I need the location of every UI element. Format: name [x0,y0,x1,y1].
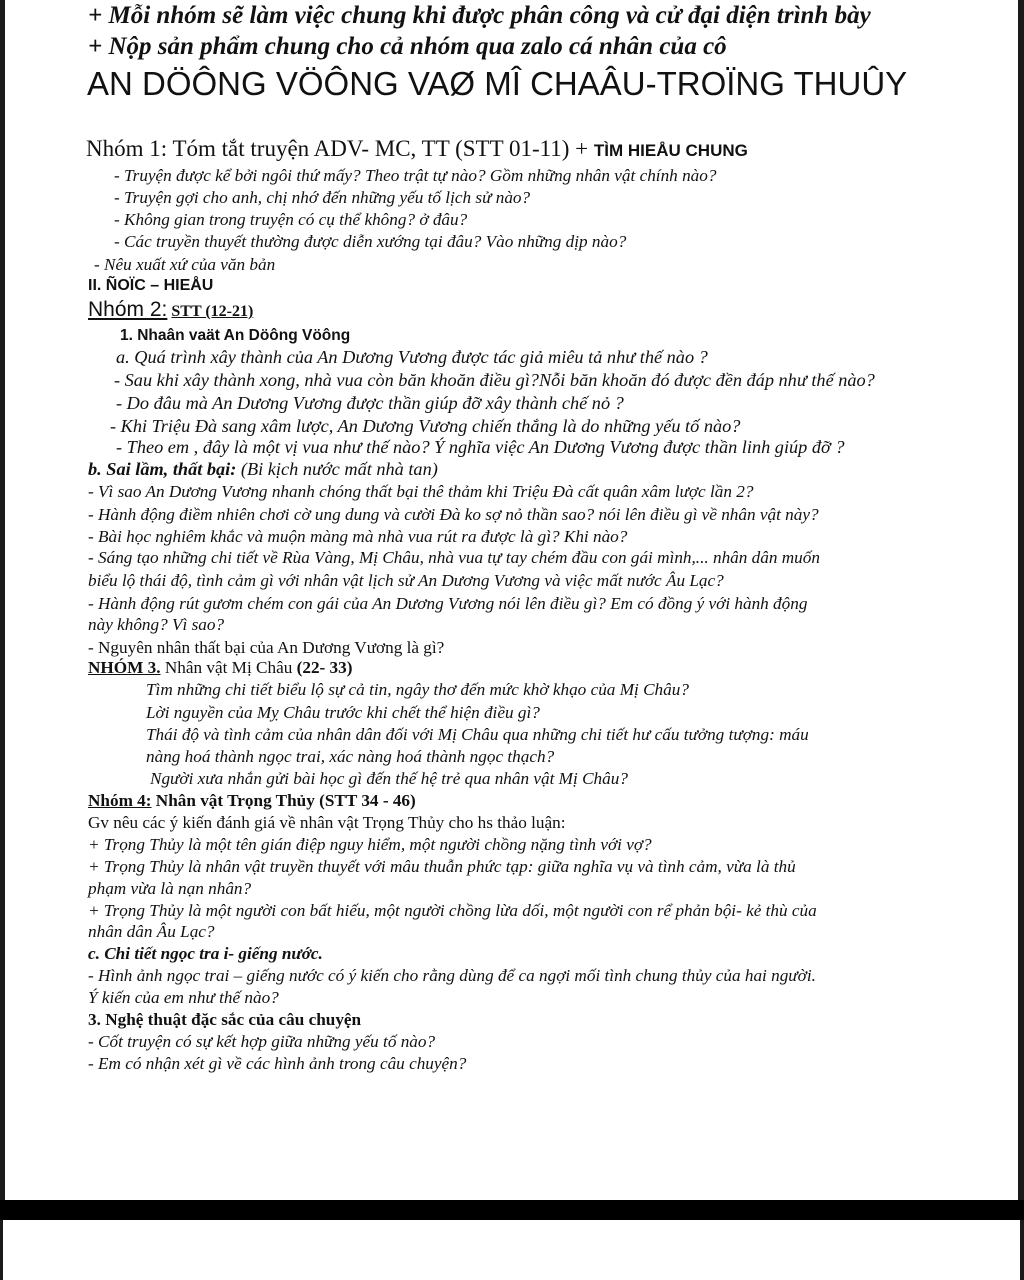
group3-question: Lời nguyền của Mỵ Châu trước khi chết thể hiện điều gì? [146,703,540,722]
group4-opinion: nhân dân Âu Lạc? [88,922,215,941]
group2-question-b: - Sáng tạo những chi tiết về Rùa Vàng, Mị Châu, nhà vua tự tay chém đầu con gái mình,... nhân dân muốn [88,548,820,567]
group4-intro: Gv nêu các ý kiến đánh giá về nhân vật Trọng Thủy cho hs thảo luận: [88,813,566,832]
group3-question: Người xưa nhắn gửi bài học gì đến thế hệ trẻ qua nhân vật Mị Châu? [150,769,628,788]
intro-line-1: + Mỗi nhóm sẽ làm việc chung khi được phân công và cử đại diện trình bày [88,2,871,29]
group2-cause: - Nguyên nhân thất bại của An Dương Vương là gì? [88,638,445,657]
group2-subheading-b-note: (Bi kịch nước mất nhà tan) [240,459,438,479]
group1-question: - Truyện gợi cho anh, chị nhớ đến những yếu tố lịch sử nào? [114,188,531,207]
group4-opinion: + Trọng Thủy là một người con bất hiếu, một người chồng lừa dối, một người con rể phản bội- kẻ thù của [88,901,817,920]
document-title: AN DÖÔNG VÖÔNG VAØ MÎ CHAÂU-TROÏNG THUÛY [87,65,908,102]
group1-question: - Các truyền thuyết thường được diễn xướng tại đâu? Vào những dịp nào? [114,232,627,251]
group1-heading [86,136,748,162]
group3-question: nàng hoá thành ngọc trai, xác nàng hoá thành ngọc thạch? [146,747,555,766]
group2-subheading-b-label: b. Sai lầm, thất bại: [88,459,237,479]
group4-heading-label: Nhóm 4: [88,791,152,810]
group3-question: Thái độ và tình cảm của nhân dân đối với Mị Châu qua những chi tiết hư cấu tưởng tượng: máu [146,725,809,744]
group1-heading-tail: TÌM HIEÅU CHUNG [593,141,748,160]
group4-question-c: Ý kiến của em như thế nào? [88,988,279,1007]
group3-heading [88,658,352,678]
group3-question: Tìm những chi tiết biểu lộ sự cả tin, ngây thơ đến mức khờ khạo của Mị Châu? [146,680,689,699]
next-page-strip [0,1220,1024,1280]
group4-heading-text: Nhân vật Trọng Thủy (STT 34 - 46) [151,791,416,810]
group4-opinion: + Trọng Thủy là một tên gián điệp nguy hiểm, một người chồng nặng tình với vợ? [88,835,652,854]
group1-question: - Truyện được kể bởi ngôi thứ mấy? Theo trật tự nào? Gồm những nhân vật chính nào? [114,166,717,185]
group3-heading-stt: (22- 33) [296,658,353,677]
group4-opinion: phạm vừa là nạn nhân? [88,879,252,898]
group4-question-c: - Hình ảnh ngọc trai – giếng nước có ý kiến cho rằng dùng để ca ngợi mối tình chung thủy của hai người. [88,966,816,985]
group2-question-b: biểu lộ thái độ, tình cảm gì với nhân vật lịch sử An Dương Vương và việc mất nước Âu Lạc? [88,571,724,590]
scan-edge-left-bottom [0,1220,3,1280]
group2-subheading-b [88,459,438,480]
group4-subheading-c: c. Chi tiết ngọc tra i- giếng nước. [88,944,323,963]
group2-character-heading: 1. Nhaân vaät An Döông Vöông [120,327,351,344]
group2-question-b: - Hành động rút gươm chém con gái của An Dương Vương nói lên điều gì? Em có đồng ý với hành động [88,594,808,613]
group1-question: - Không gian trong truyện có cụ thể không? ở đâu? [114,210,468,229]
group2-question-b: - Bài học nghiêm khắc và muộn màng mà nhà vua rút ra được là gì? Khi nào? [88,527,628,546]
section2-heading: II. ÑOÏC – HIEÅU [88,277,214,294]
group2-heading [88,298,253,322]
group4-opinion: + Trọng Thủy là nhân vật truyền thuyết với mâu thuẫn phức tạp: giữa nghĩa vụ và tình cảm, vừa là thủ [88,857,796,876]
group1-heading-text: Nhóm 1: Tóm tắt truyện ADV- MC, TT (STT 01-11) + [86,136,589,161]
scan-edge-left [0,0,5,1200]
group2-question-b: - Hành động điềm nhiên chơi cờ ung dung và cười Đà ko sợ nỏ thần sao? nói lên điều gì về nhân vật này? [88,505,819,524]
scan-edge-right-bottom [1020,1220,1024,1280]
section3-question: - Cốt truyện có sự kết hợp giữa những yếu tố nào? [88,1032,436,1051]
group2-heading-stt: STT (12-21) [171,303,254,320]
group2-question-a: a. Quá trình xây thành của An Dương Vương được tác giả miêu tả như thế nào ? [116,347,708,367]
group3-heading-label: NHÓM 3. [88,658,161,677]
group2-question: - Theo em , đây là một vị vua như thế nào? Ý nghĩa việc An Dương Vương được thần linh giúp đỡ ? [116,437,845,457]
group2-question: - Sau khi xây thành xong, nhà vua còn băn khoăn điều gì?Nỗi băn khoăn đó được đền đáp như thế nào? [114,370,875,390]
section3-question: - Em có nhận xét gì về các hình ảnh trong câu chuyện? [88,1054,467,1073]
group4-heading [88,791,416,811]
scan-edge-right [1018,0,1024,1200]
group2-question: - Khi Triệu Đà sang xâm lược, An Dương Vương chiến thắng là do những yếu tố nào? [110,416,741,436]
intro-line-2: + Nộp sản phẩm chung cho cả nhóm qua zalo cá nhân của cô [88,33,727,60]
group2-question-b: - Vì sao An Dương Vương nhanh chóng thất bại thê thảm khi Triệu Đà cất quân xâm lược lần 2? [88,482,754,501]
group2-heading-label: Nhóm 2: [88,298,168,321]
group1-origin: - Nêu xuất xứ của văn bản [94,255,276,274]
group2-question-b: này không? Vì sao? [88,615,225,634]
section3-heading: 3. Nghệ thuật đặc sắc của câu chuyện [88,1010,362,1029]
group3-heading-text: Nhân vật Mị Châu [160,658,297,677]
page-separator-bar [0,1200,1024,1220]
group2-question: - Do đâu mà An Dương Vương được thần giúp đỡ xây thành chế nỏ ? [116,393,624,413]
